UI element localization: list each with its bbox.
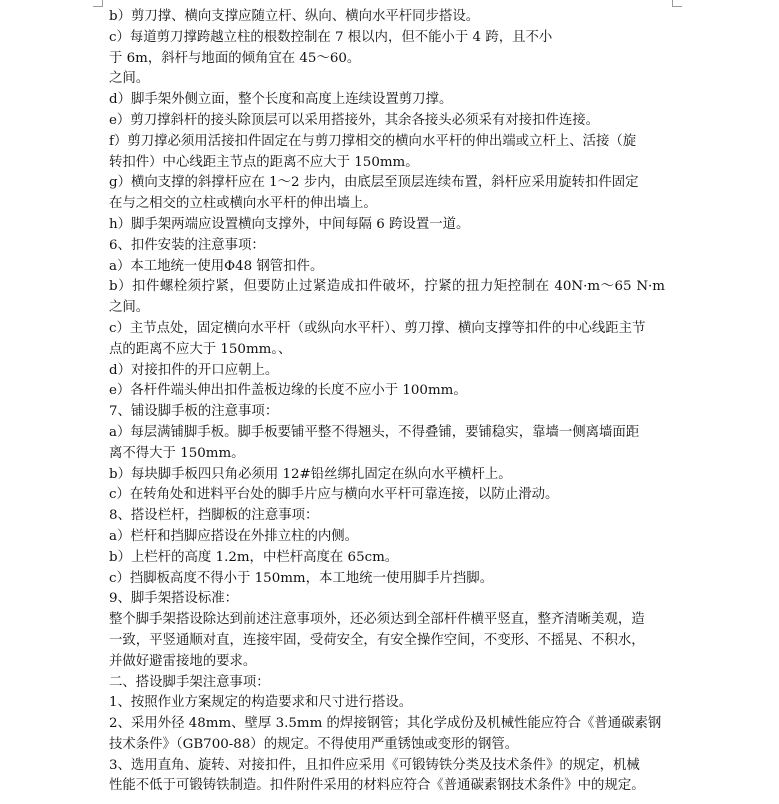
document-body [109, 7, 665, 797]
text-line: 技术条件》（GB700-88）的规定。不得使用严重锈蚀或变形的钢管。 [109, 736, 519, 752]
text-line: h）脚手架两端应设置横向支撑外，中间每隔 6 跨设置一道。 [109, 216, 470, 232]
text-line: 性能不低于可锻铸铁制造。扣件附件采用的材料应符合《普通碳素钢技术条件》中的规定。 [109, 778, 645, 794]
text-line: e）剪刀撑斜杆的接头除顶层可以采用搭接外，其余各接头必须采有对接扣件连接。 [109, 112, 599, 128]
text-line: 整个脚手架搭设除达到前述注意事项外，还必须达到全部杆件横平竖直，整齐清晰美观，造 [109, 612, 645, 628]
text-line: d）脚手架外侧立面，整个长度和高度上连续设置剪刀撑。 [109, 92, 453, 108]
text-line: 于 6m，斜杆与地面的倾角宜在 45～60。 [109, 50, 361, 66]
text-line: c）在转角处和进料平台处的脚手片应与横向水平杆可靠连接，以防止滑动。 [109, 487, 559, 503]
text-line: 离不得大于 150mm。 [109, 445, 245, 461]
text-line: 8、搭设栏杆，挡脚板的注意事项： [109, 508, 319, 524]
page-margin-mark-right-vertical [672, 0, 673, 7]
text-line: 二、搭设脚手架注意事项： [109, 674, 270, 690]
text-line: e）各杆件端头伸出扣件盖板边缘的长度不应小于 100mm。 [109, 383, 467, 399]
text-line: a）栏杆和挡脚应搭设在外排立柱的内侧。 [109, 528, 359, 544]
text-line: 之间。 [109, 71, 150, 87]
text-line: a）本工地统一使用Φ48 钢管扣件。 [109, 258, 324, 274]
text-line: 3、选用直角、旋转、对接扣件，且扣件应采用《可锻铸铁分类及技术条件》的规定，机械 [109, 757, 640, 773]
text-line: c）主节点处，固定横向水平杆（或纵向水平杆）、剪刀撑、横向支撑等扣件的中心线距主节 [109, 320, 646, 336]
page-margin-mark-right-horizontal [672, 6, 682, 7]
text-line: b）每块脚手板四只角必须用 12#铅丝绑扎固定在纵向水平横杆上。 [109, 466, 512, 482]
text-line: 在与之相交的立柱或横向水平杆的伸出墙上。 [109, 196, 377, 212]
text-line: 点的距离不应大于 150mm。、 [109, 341, 292, 357]
text-line: b）剪刀撑、横向支撑应随立杆、纵向、横向水平杆同步搭设。 [109, 9, 480, 24]
text-line: g）横向支撑的斜撑杆应在 1～2 步内，由底层至顶层连续布置，斜杆应采用旋转扣件固定 [109, 175, 639, 191]
text-line: f）剪刀撑必须用活接扣件固定在与剪刀撑相交的横向水平杆的伸出端或立杆上、活接（旋 [109, 133, 637, 149]
text-line: b）上栏杆的高度 1.2m，中栏杆高度在 65cm。 [109, 549, 399, 565]
text-line: c）每道剪刀撑跨越立柱的根数控制在 7 根以内，但不能小于 4 跨，且不小 [109, 29, 553, 45]
text-line: d）对接扣件的开口应朝上。 [109, 362, 279, 378]
text-line: 9、脚手架搭设标准： [109, 591, 239, 607]
text-line: 7、铺设脚手板的注意事项： [109, 404, 279, 420]
text-line: 并做好避雷接地的要求。 [109, 653, 257, 669]
text-line: b）扣件螺栓须拧紧，但要防止过紧造成扣件破坏，拧紧的扭力矩控制在 40N·m～65 N·m [109, 279, 665, 295]
text-line: 2、采用外径 48mm、壁厚 3.5mm 的焊接钢管；其化学成份及机械性能应符合《普通碳素钢 [109, 716, 662, 732]
text-line: 之间。 [109, 300, 150, 316]
text-line: a）每层满铺脚手板。脚手板要铺平整不得翘头，不得叠铺，要铺稳实，靠墙一侧离墙面距 [109, 424, 640, 440]
text-line: c）挡脚板高度不得小于 150mm，本工地统一使用脚手片挡脚。 [109, 570, 494, 586]
text-line: 转扣件）中心线距主节点的距离不应大于 150mm。 [109, 154, 419, 170]
text-line: 一致，平竖通顺对直，连接牢固，受荷安全，有安全操作空间，不变形、不摇晃、不积水， [109, 632, 645, 648]
page-margin-mark-left-vertical [102, 0, 103, 7]
text-line: 6、扣件安装的注意事项： [109, 237, 265, 253]
text-line: 1、按照作业方案规定的构造要求和尺寸进行搭设。 [109, 695, 413, 711]
